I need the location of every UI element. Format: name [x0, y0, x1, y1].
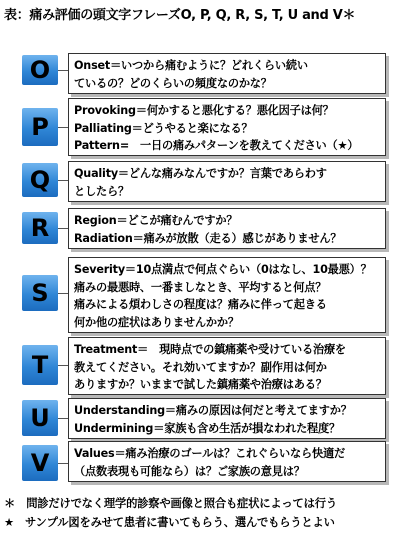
description-line: Region＝どこが痛むんですか？: [74, 214, 238, 227]
description-box-s: [68, 257, 386, 333]
letter-t-badge: T: [22, 345, 58, 385]
description-line: ありますか？いままで試した鎮痛薬や治療はある？: [74, 378, 327, 391]
letter-v-badge: V: [22, 445, 58, 481]
letter-u-badge: U: [22, 400, 58, 436]
letter-o-badge: O: [22, 55, 58, 85]
letter-q-badge: Q: [22, 163, 58, 197]
connector-line: [58, 418, 68, 419]
description-line: 教えてください。それ効いてますか？副作用は何か: [74, 360, 327, 374]
letter-s-badge: S: [22, 275, 58, 311]
connector-line: [58, 463, 68, 464]
description-line: ているの？どのくらいの頻度なのかな？: [74, 76, 272, 90]
connector-line: [58, 228, 68, 229]
description-box-u: [68, 398, 386, 439]
footnotes: [4, 494, 406, 532]
description-box-t: [68, 337, 386, 395]
description-box-p: [68, 98, 386, 156]
connector-line: [58, 293, 68, 294]
connector-line: [58, 180, 68, 181]
description-line: Palliating＝どうやると楽になる？: [74, 121, 253, 135]
letter-r-badge: R: [22, 212, 58, 244]
description-box-v: [68, 441, 386, 482]
description-line: （点数表現も可能なら）は？ご家族の意見は？: [74, 464, 305, 478]
description-line: Undermining＝家族も含め生活が損なわれた程度？: [74, 421, 341, 435]
description-line: Provoking＝何かすると悪化する？悪化因子は何？: [74, 104, 334, 117]
description-line: Quality＝どんな痛みなんですか？言葉であらわす: [74, 167, 327, 180]
description-line: 何か他の症状はありませんかか？: [74, 315, 239, 329]
description-line: 痛みの最悪時、一番ましなとき、平均すると何点？: [74, 280, 327, 294]
description-box-q: [68, 161, 386, 202]
description-line: Onset＝いつから痛むように？どれくらい続い: [74, 59, 308, 72]
connector-line: [58, 70, 68, 71]
description-line: Treatment＝ 現時点での鎮痛薬や受けている治療を: [74, 343, 346, 356]
connector-line: [58, 365, 68, 366]
description-line: としたら？: [74, 184, 129, 198]
footnote-star: ★ サンプル図をみせて患者に書いてもらう、選んでもらうとよい: [4, 516, 335, 529]
page-title: 表：痛み評価の頭文字フレーズO, P, Q, R, S, T, U and V＊: [4, 8, 356, 23]
description-box-r: [68, 208, 386, 249]
connector-line: [58, 127, 68, 128]
description-line: Values＝痛み治療のゴールは？これぐらいなら快適だ: [74, 447, 345, 460]
description-box-o: [68, 53, 386, 94]
letter-p-badge: P: [22, 108, 58, 146]
description-line: Radiation＝痛みが放散（走る）感じがありません？: [74, 231, 342, 245]
description-line: Understanding＝痛みの原因は何だと考えてますか？: [74, 404, 352, 417]
description-line: Severity＝10点満点で何点ぐらい（0はなし、10最悪）？: [74, 263, 372, 276]
description-line: Pattern= 一日の痛みパターンを教えてください（★）: [74, 139, 359, 152]
footnote-asterisk: ＊ 問診だけでなく理学的診察や画像と照合も症状によっては行う: [4, 497, 337, 510]
description-line: 痛みによる煩わしさの程度は？痛みに伴って起きる: [74, 298, 327, 311]
